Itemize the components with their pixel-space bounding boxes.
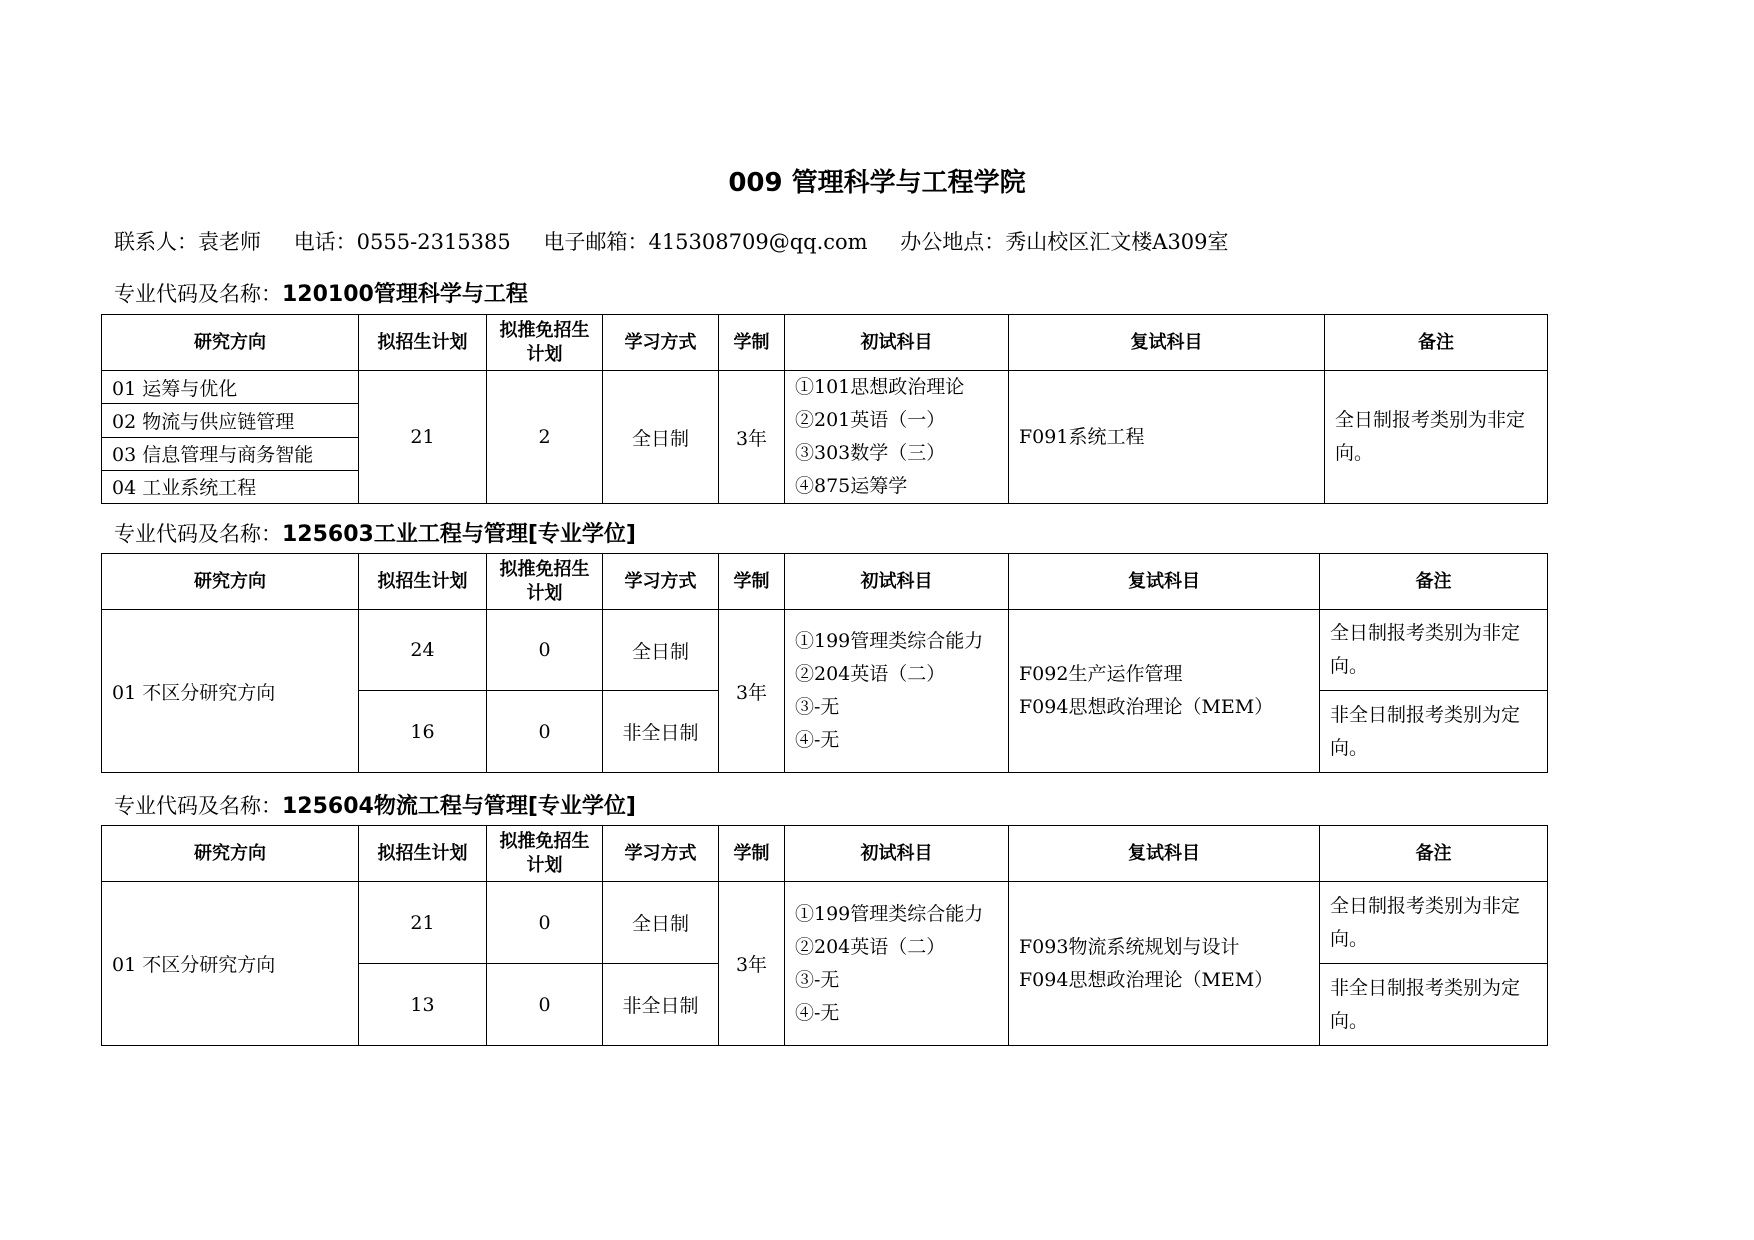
direction-cell: 01 运筹与优化 xyxy=(102,371,359,404)
mode-cell: 非全日制 xyxy=(603,964,719,1046)
header-note: 备注 xyxy=(1320,554,1548,610)
header-retest: 复试科目 xyxy=(1009,826,1320,882)
note-cell: 非全日制报考类别为定向。 xyxy=(1320,964,1548,1046)
years-cell: 3年 xyxy=(719,882,785,1046)
retest-subject: F092生产运作管理 xyxy=(1019,663,1183,685)
header-initial: 初试科目 xyxy=(785,315,1009,371)
header-row xyxy=(102,826,1548,882)
section-label-120100 xyxy=(114,277,528,308)
header-retest: 复试科目 xyxy=(1009,315,1325,371)
header-mode: 学习方式 xyxy=(603,826,719,882)
section-prefix: 专业代码及名称： xyxy=(114,522,282,546)
note-cell: 全日制报考类别为非定向。 xyxy=(1320,882,1548,964)
years-cell: 3年 xyxy=(719,371,785,504)
initial-subject: ①199管理类综合能力 xyxy=(795,630,984,652)
header-plan: 拟招生计划 xyxy=(359,315,487,371)
initial-subject: ②204英语（二） xyxy=(795,663,946,685)
note-cell: 全日制报考类别为非定向。 xyxy=(1320,610,1548,691)
header-exempt: 拟推免招生计划 xyxy=(487,315,603,371)
initial-subject: ②201英语（一） xyxy=(795,409,946,431)
retest-subjects-cell xyxy=(1009,610,1320,773)
direction-cell: 02 物流与供应链管理 xyxy=(102,404,359,437)
section-name: 125603工业工程与管理[专业学位] xyxy=(282,522,636,547)
plan-cell: 21 xyxy=(359,882,487,964)
header-retest: 复试科目 xyxy=(1009,554,1320,610)
exempt-cell: 0 xyxy=(487,691,603,773)
initial-subject: ④875运筹学 xyxy=(795,475,908,497)
note-cell: 非全日制报考类别为定向。 xyxy=(1320,691,1548,773)
contact-phone: 电话：0555-2315385 xyxy=(293,230,511,254)
initial-subject: ③-无 xyxy=(795,696,840,718)
years-cell: 3年 xyxy=(719,610,785,773)
mode-cell: 全日制 xyxy=(603,882,719,964)
plan-cell: 21 xyxy=(359,371,487,504)
header-row xyxy=(102,554,1548,610)
header-direction: 研究方向 xyxy=(102,826,359,882)
mode-cell: 全日制 xyxy=(603,371,719,504)
mode-cell: 非全日制 xyxy=(603,691,719,773)
initial-subject: ①101思想政治理论 xyxy=(795,376,965,398)
initial-subjects-cell xyxy=(785,371,1009,504)
direction-cell: 01 不区分研究方向 xyxy=(102,610,359,773)
header-initial: 初试科目 xyxy=(785,554,1009,610)
header-years: 学制 xyxy=(719,826,785,882)
header-mode: 学习方式 xyxy=(603,315,719,371)
table-row xyxy=(102,882,1548,964)
initial-subject: ③-无 xyxy=(795,968,840,991)
header-direction: 研究方向 xyxy=(102,554,359,610)
header-plan: 拟招生计划 xyxy=(359,554,487,610)
initial-subjects-cell xyxy=(785,882,1009,1046)
header-row xyxy=(102,315,1548,371)
header-exempt: 拟推免招生计划 xyxy=(487,554,603,610)
plan-cell: 24 xyxy=(359,610,487,691)
exempt-cell: 0 xyxy=(487,882,603,964)
contact-email: 电子邮箱：415308709@qq.com xyxy=(543,230,868,254)
header-years: 学制 xyxy=(719,315,785,371)
header-years: 学制 xyxy=(719,554,785,610)
initial-subject: ③303数学（三） xyxy=(795,442,946,464)
initial-subject: ②204英语（二） xyxy=(795,935,946,958)
direction-cell: 01 不区分研究方向 xyxy=(102,882,359,1046)
initial-subject: ①199管理类综合能力 xyxy=(795,902,984,925)
header-note: 备注 xyxy=(1320,826,1548,882)
header-note: 备注 xyxy=(1325,315,1548,371)
mode-cell: 全日制 xyxy=(603,610,719,691)
plan-cell: 13 xyxy=(359,964,487,1046)
contact-office: 办公地点：秀山校区汇文楼A309室 xyxy=(900,230,1229,254)
exempt-cell: 2 xyxy=(487,371,603,504)
retest-subject: F091系统工程 xyxy=(1019,425,1145,448)
header-direction: 研究方向 xyxy=(102,315,359,371)
direction-cell: 04 工业系统工程 xyxy=(102,470,359,503)
exempt-cell: 0 xyxy=(487,964,603,1046)
contact-line xyxy=(114,226,1255,256)
plan-cell: 16 xyxy=(359,691,487,773)
page-title: 009 管理科学与工程学院 xyxy=(728,168,1026,198)
plan-table-125604 xyxy=(101,825,1548,1046)
note-cell: 全日制报考类别为非定向。 xyxy=(1325,371,1548,504)
plan-table-120100 xyxy=(101,314,1548,504)
section-name: 125604物流工程与管理[专业学位] xyxy=(282,794,636,819)
retest-subject: F094思想政治理论（MEM） xyxy=(1019,696,1274,718)
section-name: 120100管理科学与工程 xyxy=(282,282,528,307)
retest-subjects-cell xyxy=(1009,882,1320,1046)
initial-subject: ④-无 xyxy=(795,729,840,751)
header-initial: 初试科目 xyxy=(785,826,1009,882)
initial-subjects-cell xyxy=(785,610,1009,773)
table-row xyxy=(102,610,1548,691)
header-plan: 拟招生计划 xyxy=(359,826,487,882)
section-prefix: 专业代码及名称： xyxy=(114,794,282,818)
retest-subject: F093物流系统规划与设计 xyxy=(1019,935,1240,958)
retest-subject: F094思想政治理论（MEM） xyxy=(1019,968,1274,991)
header-mode: 学习方式 xyxy=(603,554,719,610)
section-label-125604 xyxy=(114,789,636,820)
contact-person: 联系人：袁老师 xyxy=(114,230,261,254)
section-label-125603 xyxy=(114,517,636,548)
plan-table-125603 xyxy=(101,553,1548,773)
header-exempt: 拟推免招生计划 xyxy=(487,826,603,882)
retest-subjects-cell xyxy=(1009,371,1325,504)
initial-subject: ④-无 xyxy=(795,1001,840,1024)
table-row xyxy=(102,371,1548,404)
exempt-cell: 0 xyxy=(487,610,603,691)
direction-cell: 03 信息管理与商务智能 xyxy=(102,437,359,470)
section-prefix: 专业代码及名称： xyxy=(114,282,282,306)
